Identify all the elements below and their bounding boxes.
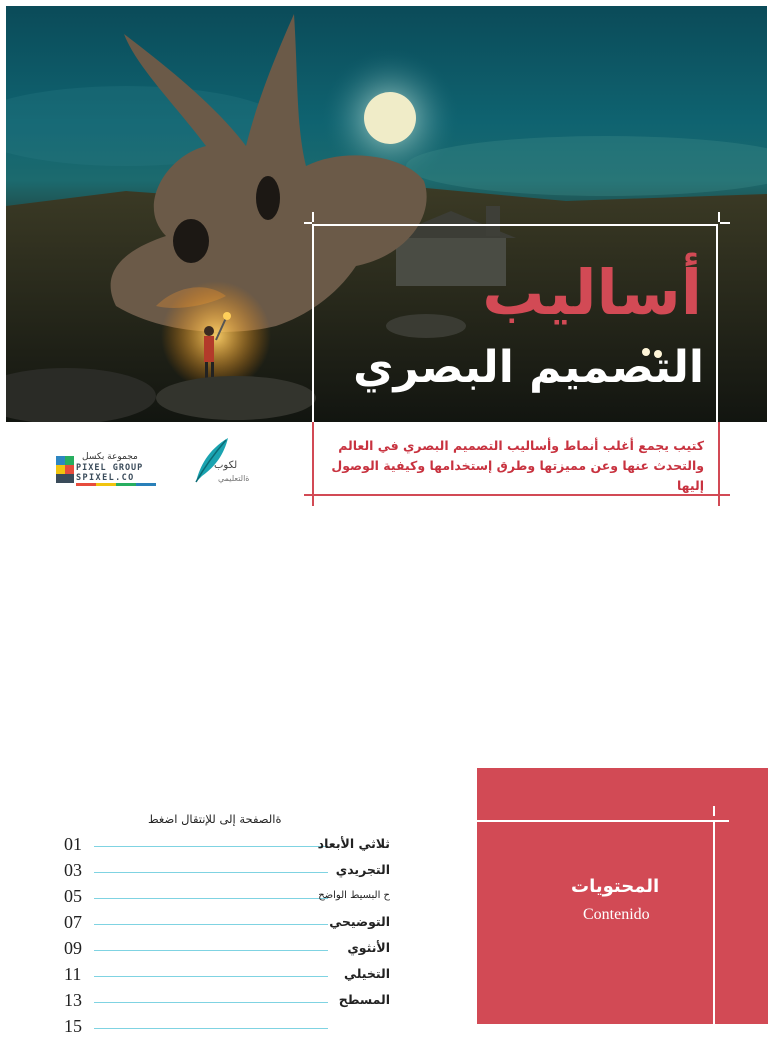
- pixel-logo-icon: [56, 456, 74, 486]
- pixel-group-logo: [56, 452, 166, 486]
- contents-item[interactable]: [60, 990, 390, 1016]
- quill-logo: [190, 436, 270, 490]
- pixel-logo-line1: PIXEL GROUP: [76, 463, 144, 473]
- pixel-logo-caption: مجموعة بكسل: [82, 452, 138, 462]
- contents-leader-line: [94, 924, 328, 925]
- frame-tick: [312, 496, 314, 506]
- contents-hint: ةالصفحة إلى للإنتقال اضغط: [148, 812, 282, 826]
- contents-leader-line: [94, 898, 328, 899]
- contents-subtitle: Contenido: [583, 906, 650, 923]
- contents-page-number: 05: [64, 886, 82, 906]
- contents-leader-line: [94, 846, 328, 847]
- pixel-logo-line2: SPIXEL.CO: [76, 473, 135, 483]
- contents-item-label: المسطح: [338, 992, 390, 1007]
- cover-page: [0, 0, 768, 512]
- tagline-line: كتيب يجمع أغلب أنماط وأساليب التصميم البصري في العالم: [338, 438, 704, 453]
- frame-tick: [720, 494, 730, 496]
- contents-item[interactable]: [60, 834, 390, 860]
- contents-item-label: التخيلي: [344, 966, 390, 981]
- contents-leader-line: [94, 976, 328, 977]
- contents-item[interactable]: [60, 938, 390, 964]
- contents-item[interactable]: [60, 964, 390, 990]
- contents-item-label: الأنثوي: [347, 940, 390, 955]
- contents-list: [60, 834, 390, 1042]
- contents-page-number: 15: [64, 1016, 82, 1036]
- contents-page-number: 03: [64, 860, 82, 880]
- panel-frame-tick: [713, 806, 715, 816]
- contents-panel: [477, 768, 768, 1024]
- pixel-logo-colorbar: [76, 483, 156, 486]
- cover-title-line1: أساليب: [482, 256, 702, 329]
- panel-frame-line: [477, 820, 719, 822]
- cover-tagline: [304, 436, 704, 496]
- contents-item-label: ثلاثي الأبعاد: [317, 836, 390, 851]
- tagline-line: والتحدث عنها وعن مميزتها وطرق إستخدامها وكيفية الوصول إليها: [331, 458, 704, 493]
- quill-logo-line1: لكوب: [214, 460, 238, 471]
- contents-page-number: 11: [64, 964, 82, 984]
- contents-item[interactable]: [60, 860, 390, 886]
- panel-frame-tick: [719, 820, 729, 822]
- quill-logo-line2: ةالتعليمي: [218, 474, 250, 483]
- contents-page-number: 09: [64, 938, 82, 958]
- frame-tick: [304, 222, 312, 224]
- contents-leader-line: [94, 872, 328, 873]
- contents-item[interactable]: [60, 912, 390, 938]
- contents-item-label: التجريدي: [335, 862, 390, 877]
- contents-leader-line: [94, 1028, 328, 1029]
- contents-page-number: 07: [64, 912, 82, 932]
- contents-page-number: 01: [64, 834, 82, 854]
- contents-item[interactable]: [60, 886, 390, 912]
- cover-title-line2: التصميم البصري: [353, 342, 704, 393]
- frame-tick: [312, 212, 314, 222]
- frame-tick: [718, 212, 720, 222]
- contents-leader-line: [94, 950, 328, 951]
- contents-item[interactable]: [60, 1016, 390, 1042]
- frame-tick: [720, 222, 730, 224]
- panel-frame-line: [713, 820, 715, 1024]
- contents-item-label: التوضيحي: [329, 914, 390, 929]
- contents-page-number: 13: [64, 990, 82, 1010]
- frame-tick: [718, 496, 720, 506]
- contents-item-label: ح البسيط الواضح: [318, 890, 390, 901]
- contents-leader-line: [94, 1002, 328, 1003]
- contents-title: المحتويات: [571, 876, 660, 897]
